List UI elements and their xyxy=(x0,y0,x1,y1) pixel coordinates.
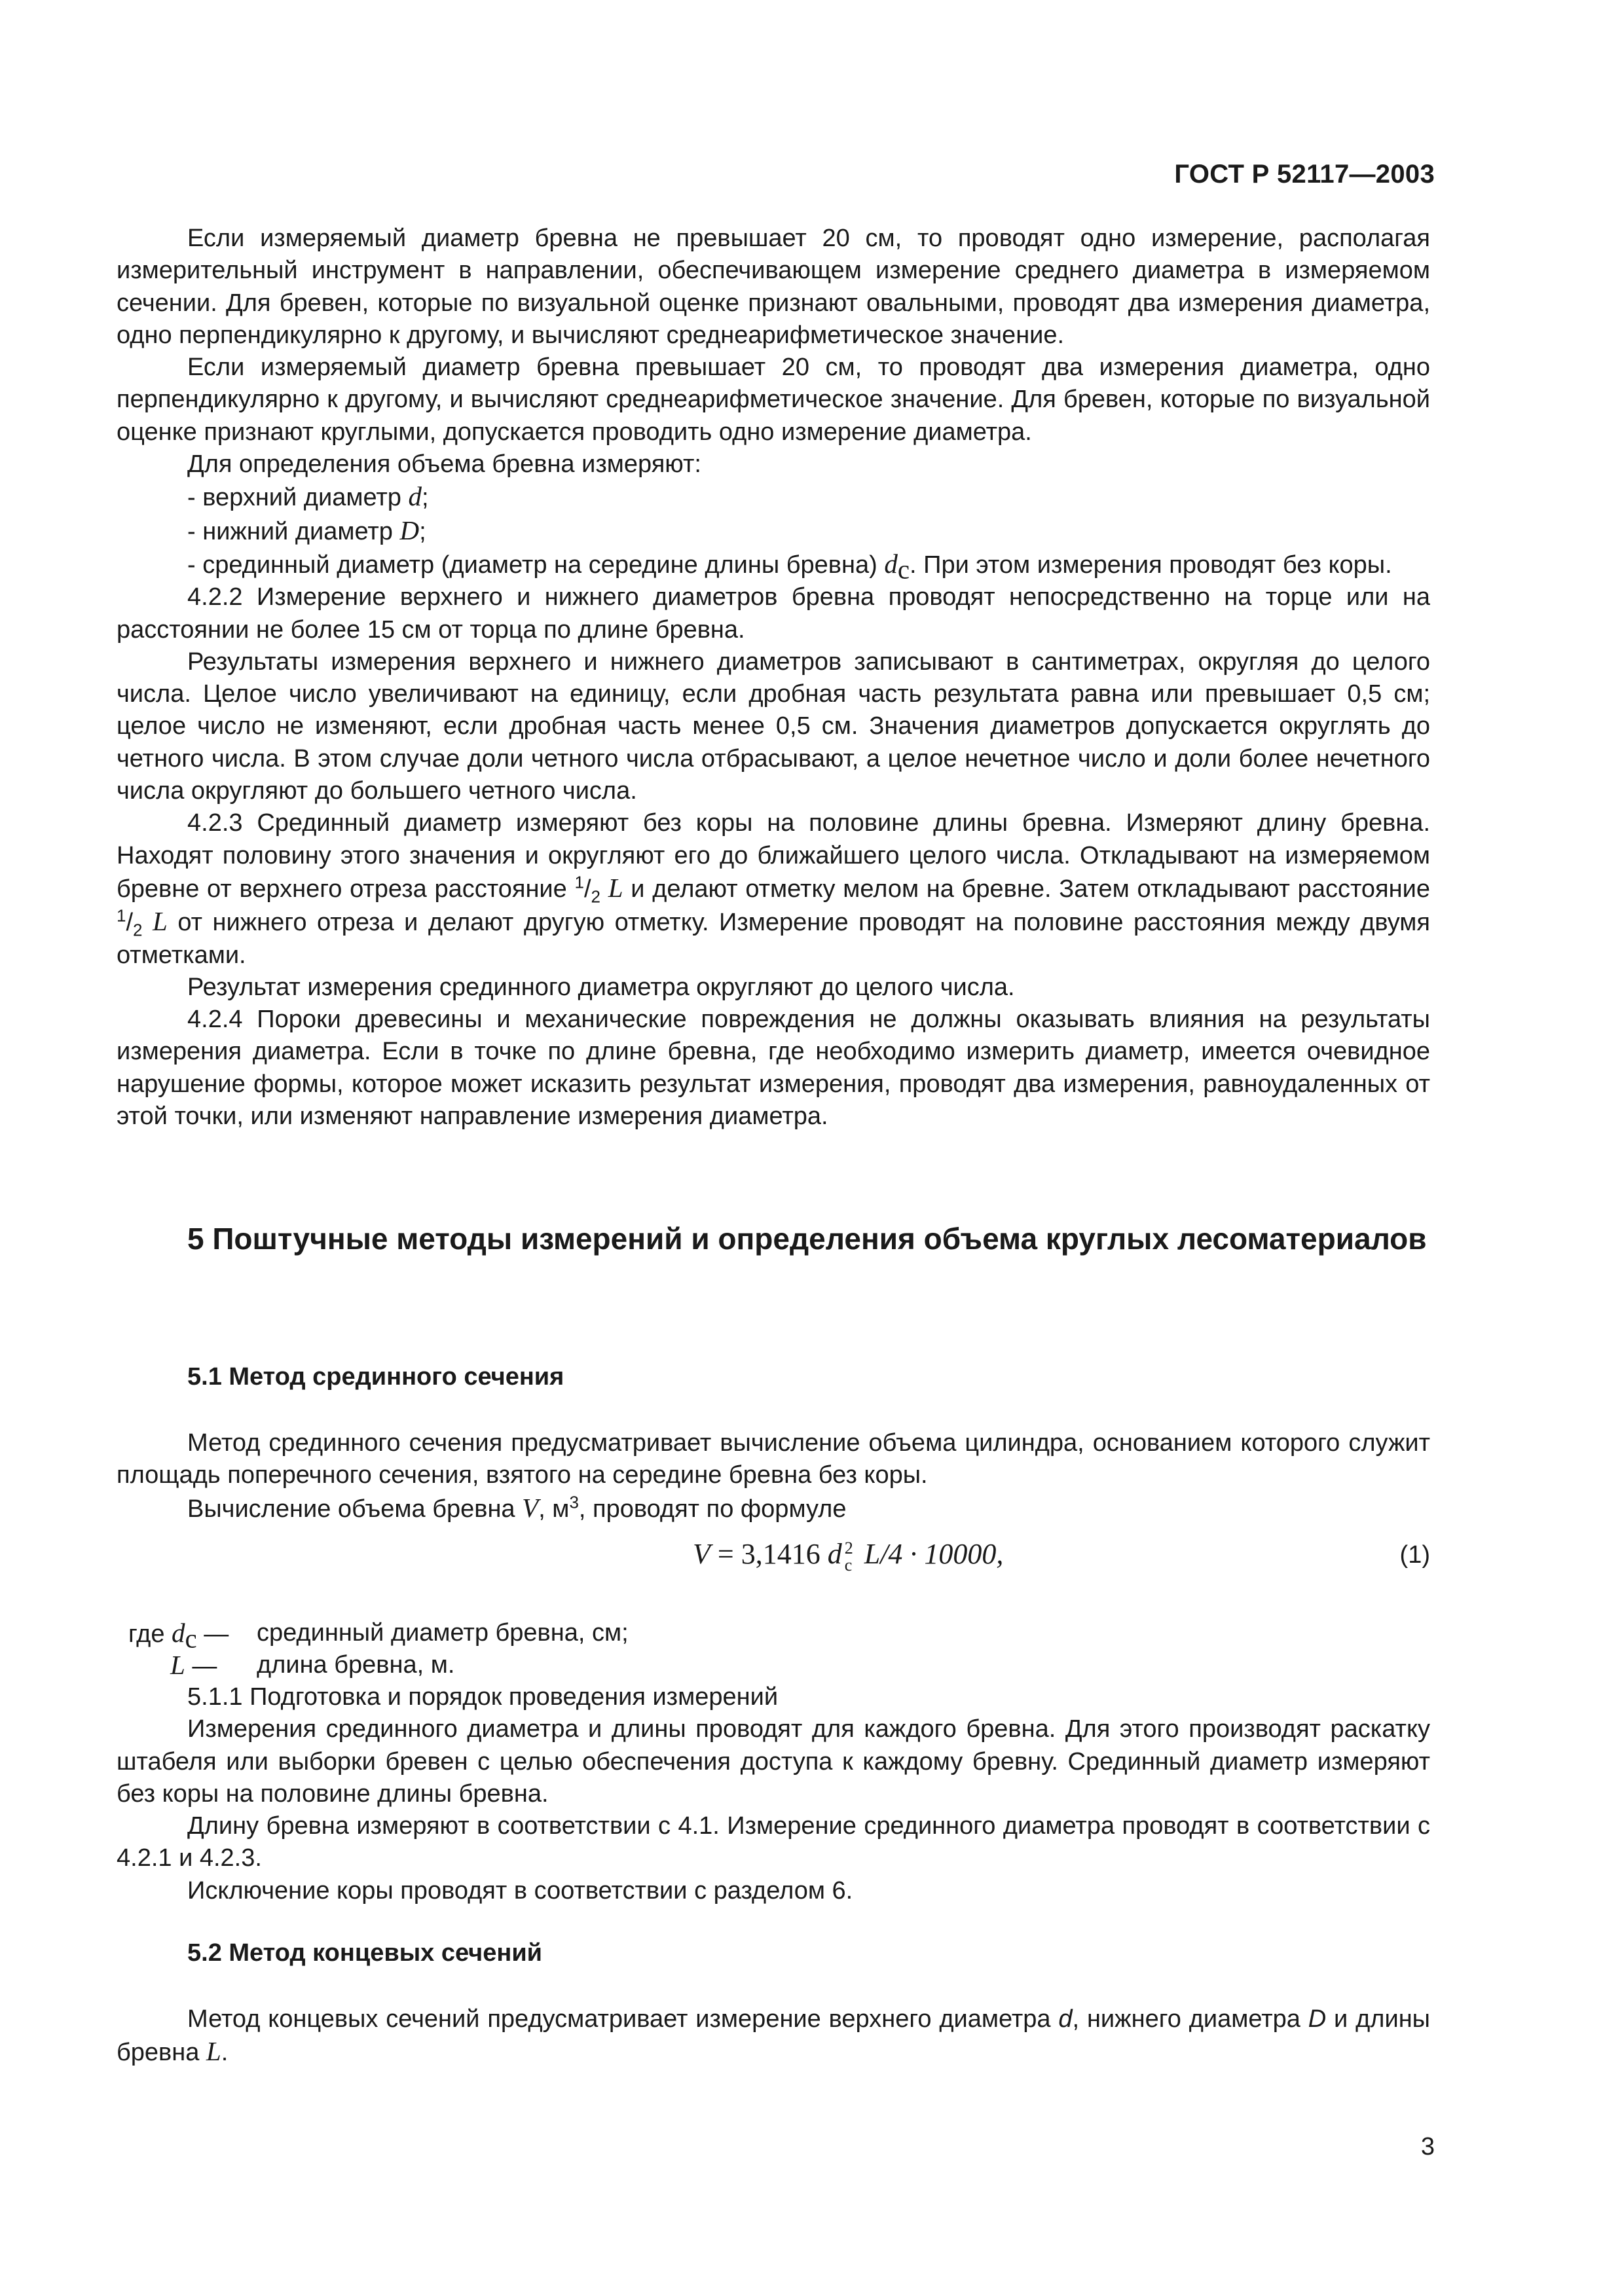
paragraph: Измерения срединного диаметра и длины проводят для каждого бревна. Для этого производят раскатку штабеля или выборки бревен с целью обеспечения доступа к каждому бревну. Срединный диаметр измеряют без коры на половине длины бревна. xyxy=(117,1715,1430,1808)
section-5-1-text xyxy=(117,1427,1430,1525)
paragraph-4-2-4: 4.2.4 Пороки древесины и механические повреждения не должны оказывать влияния на результаты измерения диаметра. Если в точке по длине бревна, где необходимо измерить диаметр, имеется очевидное нарушение формы, которое может исказить результат измерения, проводят два измерения, равноудаленных от этой точки, или изменяют направление измерения диаметра. xyxy=(117,1006,1430,1131)
paragraph: Для определения объема бревна измеряют: xyxy=(187,450,701,479)
paragraph: Исключение коры проводят в соответствии с разделом 6. xyxy=(187,1876,853,1904)
paragraph: Если измеряемый диаметр бревна не превышает 20 см, то проводят одно измерение, располагая измерительный инструмент в направлении, обеспечивающем измерение среднего диаметра в измеряемом сечении. Для бревен, которые по визуальной оценке признают овальными, проводят два измерения диаметра, одно перпендикулярно к другому, и вычисляют среднеарифметическое значение. xyxy=(117,225,1430,349)
symbol-D: D xyxy=(399,515,420,545)
section-5-1-1-text xyxy=(117,1681,1430,1907)
paragraph: Если измеряемый диаметр бревна превышает 20 см, то проводят два измерения диаметра, одно перпендикулярно к другому, и вычисляют среднеарифметическое значение. Для бревен, которые по визуальной оценке признают круглыми, допускается проводить одно измерение диаметра. xyxy=(117,354,1430,446)
list-item: - нижний диаметр D; xyxy=(187,515,426,545)
symbol-dc: d xyxy=(884,548,898,579)
document-page: ГОСТ Р 52117—2003 Если измеряемый диаметр бревна не превышает 20 см, то проводят одно измерение, располагая измерительный инструмент в направлении, обеспечивающем измерение среднего диаметра в измеряемом сечении. Для бревен, которые по визуальной оценке признают овальными, проводят два измерения диаметра, одно перпендикулярно к другому, и вычисляют среднеарифметическое значение. Если измеряемый диаметр бревна превышает 20 см, то проводят два измерения диаметра, одно перпендикулярно к другому, и вычисляют среднеарифметическое значение. Для бревен, которые по визуальной оценке признают круглыми, допускается проводить одно измерение диаметра. Для определения объема бревна измеряют: - верхний диаметр d; - нижний диаметр D; - срединный диаметр (диаметр на середине длины бревна) $d_с$. При этом измерения проводят без коры. 4.2.2 Измерение верхнего и нижнего диаметров бревна проводят непосредственно на торце или на расстоянии не более 15 см от торца по длине бревна. Результаты измерения верхнего и нижнего диаметров записывают в сантиметрах, округляя до целого числа. Целое число увеличивают на единицу, если дробная часть результата равна или превышает 0,5 см; целое число не изменяют, если дробная часть менее 0,5 см. Значения диаметров допускается округлять до четного числа. В этом случае доли четного числа отбрасывают, а целое нечетное число и доли более нечетного числа округляют до большего четного числа. 4.2.3 Срединный диаметр измеряют без коры на половине длины бревна. Измеряют длину бревна. Находят половину этого значения и округляют его до ближайшего целого числа. Откладывают на измеряемом бревне от верхнего отреза расстояние $^1/_2$ L и делают отметку мелом на бревне. Затем откладывают расстояние $^1/_2$ L от нижнего отреза и делают другую отметку. Измерение проводят на половине расстояния между двумя отметками. Результат измерения срединного диаметра округляют до целого числа. 4.2.4 Пороки древесины и механические повреждения не должны оказывать влияния на результаты измерения диаметра. Если в точке по длине бревна, где необходимо измерить диаметр, имеется очевидное нарушение формы, которое может исказить результат измерения, проводят два измерения, равноудаленных от этой точки, или изменяют направление измерения диаметра. 5 Поштучные методы измерений и определения объема круглых лесоматериалов 5.1 Метод срединного сечения Метод срединного сечения предусматривает вычисление объема цилиндра, основанием которого служит площадь поперечного сечения, взятого на середине бревна без коры. Вычисление объема бревна V, $м^3$, проводят по формуле V = 3,1416 d 2 с L/4 · 10000, (1) где $d_с$ — срединный диаметр бревна, см; L — длина бревна, м. 5.1.1 Подготовка и порядок проведения измерений Измерения срединного диаметра и длины проводят для каждого бревна. Для этого производят раскатку штабеля или выборки бревен с целью обеспечения доступа к каждому бревну. Срединный диаметр измеряют без коры на половине длины бревна. Длину бревна измеряют в соответствии с 4.1. Измерение срединного диаметра проводят в соответствии с 4.2.1 и 4.2.3. Исключение коры проводят в соответствии с разделом 6. 5.2 Метод концевых сечений Метод концевых сечений предусматривает измерение верхнего диаметра d, нижнего диаметра D и длины бревна L. 3 xyxy=(117,160,1435,2160)
paragraph: Метод концевых сечений предусматривает измерение верхнего диаметра d, нижнего диаметра D и длины бревна L. xyxy=(117,2005,1430,2067)
list-item: - срединный диаметр (диаметр на середине длины бревна) $d_с$. При этом измерения проводят без коры. xyxy=(187,548,1392,585)
paragraph: Результат измерения срединного диаметра округляют до целого числа. xyxy=(187,973,1015,1001)
paragraph-4-2-2: 4.2.2 Измерение верхнего и нижнего диаметров бревна проводят непосредственно на торце или на расстоянии не более 15 см от торца по длине бревна. xyxy=(117,583,1430,644)
volume-formula xyxy=(117,1537,1430,1590)
page-number: 3 xyxy=(1420,2133,1435,2160)
symbol-L: L xyxy=(153,906,168,937)
symbol-d: d xyxy=(408,481,422,512)
section-5-2-heading: 5.2 Метод концевых сечений xyxy=(187,1939,543,1967)
paragraph: Метод срединного сечения предусматривает вычисление объема цилиндра, основанием которого служит площадь поперечного сечения, взятого на середине бревна без коры. xyxy=(117,1429,1430,1489)
paragraph-4-2-3: 4.2.3 Срединный диаметр измеряют без коры на половине длины бревна. Измеряют длину бревна. Находят половину этого значения и округляют его до ближайшего целого числа. Откладывают на измеряемом бревне от верхнего отреза расстояние $^1/_2$ L и делают отметку мелом на бревне. Затем откладывают расстояние $^1/_2$ L от нижнего отреза и делают другую отметку. Измерение проводят на половине расстояния между двумя отметками. xyxy=(117,809,1430,969)
formula-number: (1) xyxy=(1399,1541,1430,1569)
paragraph: Результаты измерения верхнего и нижнего диаметров записывают в сантиметрах, округляя до целого числа. Целое число увеличивают на единицу, если дробная часть результата равна или превышает 0,5 см; целое число не изменяют, если дробная часть менее 0,5 см. Значения диаметров допускается округлять до четного числа. В этом случае доли четного числа отбрасывают, а целое нечетное число и доли более нечетного числа округляют до большего четного числа. xyxy=(117,647,1430,805)
document-header: ГОСТ Р 52117—2003 xyxy=(1174,160,1435,189)
list-item: - верхний диаметр d; xyxy=(187,481,429,512)
section-4-2-text xyxy=(117,223,1430,1133)
fraction-half: $^1/_2$ xyxy=(574,872,601,907)
subsection-5-1-1-title: 5.1.1 Подготовка и порядок проведения измерений xyxy=(187,1683,779,1711)
symbol-V: V xyxy=(522,1492,539,1523)
fraction-half: $^1/_2$ xyxy=(117,905,143,940)
symbol-L: L xyxy=(608,872,623,903)
section-5-heading: 5 Поштучные методы измерений и определения объема круглых лесоматериалов xyxy=(187,1222,1427,1256)
paragraph: Длину бревна измеряют в соответствии с 4.1. Измерение срединного диаметра проводят в соответствии с 4.2.1 и 4.2.3. xyxy=(117,1812,1430,1872)
formula-expression: V = 3,1416 d 2 с L/4 · 10000, xyxy=(693,1538,1004,1575)
paragraph: Вычисление объема бревна V, $м^3$, проводят по формуле xyxy=(187,1491,847,1523)
section-5-1-heading: 5.1 Метод срединного сечения xyxy=(187,1363,564,1391)
section-5-2-text xyxy=(117,2003,1430,2069)
